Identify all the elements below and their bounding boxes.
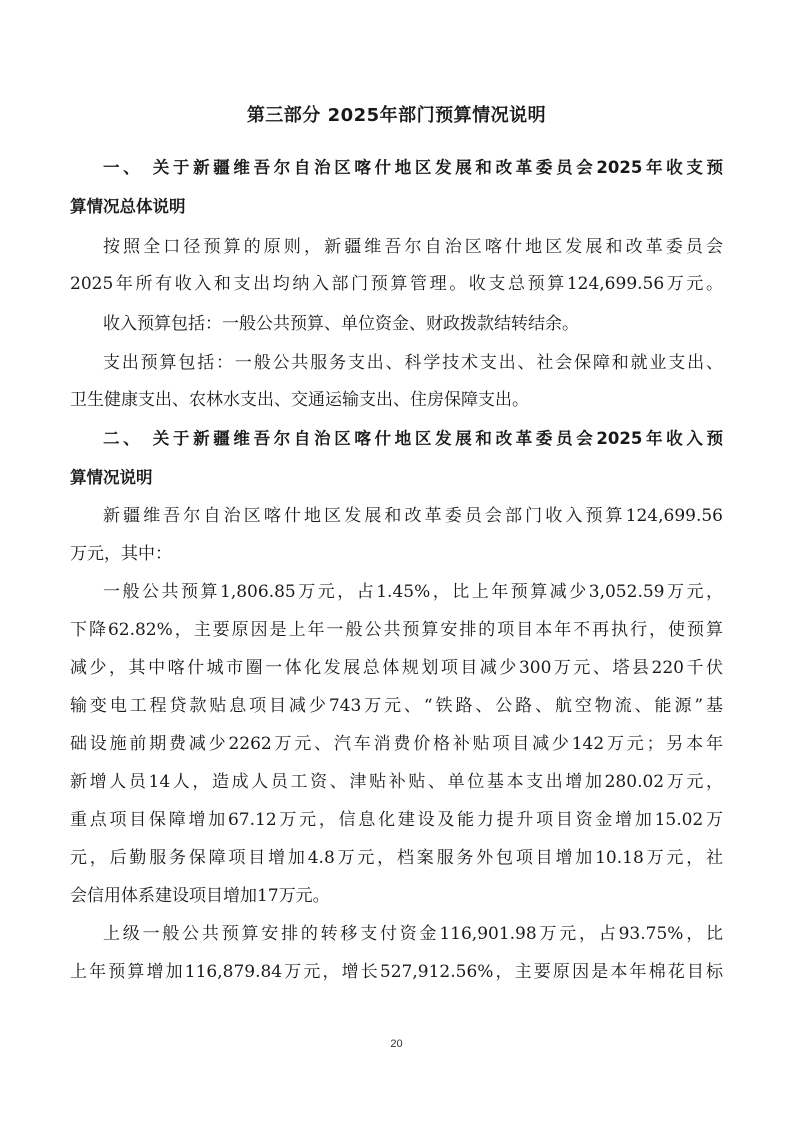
section-heading-1: 一、 关于新疆维吾尔自治区喀什地区发展和改革委员会2025年收支预 [103, 158, 723, 177]
paragraph-line: 卫生健康支出、农林水支出、交通运输支出、住房保障支出。 [70, 390, 529, 410]
section-heading-2-cont: 算情况说明 [70, 468, 153, 487]
page-number: 20 [390, 1038, 403, 1050]
paragraph-line: 下降62.82%，主要原因是上年一般公共预算安排的项目本年不再执行，使预算 [70, 620, 723, 640]
paragraph-line: 础设施前期费减少2262万元、汽车消费价格补贴项目减少142万元；另本年 [70, 734, 723, 754]
paragraph-line: 上级一般公共预算安排的转移支付资金116,901.98万元，占93.75%，比 [103, 924, 723, 944]
section-heading-1-cont: 算情况总体说明 [70, 197, 186, 216]
paragraph-line: 上年预算增加116,879.84万元，增长527,912.56%，主要原因是本年棉花目标 [70, 962, 723, 982]
paragraph-line: 支出预算包括：一般公共服务支出、科学技术支出、社会保障和就业支出、 [103, 353, 723, 373]
page-title: 第三部分 2025年部门预算情况说明 [246, 105, 547, 126]
paragraph-line: 收入预算包括：一般公共预算、单位资金、财政拨款结转结余。 [103, 314, 579, 334]
paragraph-line: 新疆维吾尔自治区喀什地区发展和改革委员会部门收入预算124,699.56 [103, 506, 723, 526]
paragraph-line: 一般公共预算1,806.85万元，占1.45%，比上年预算减少3,052.59万元， [103, 582, 723, 602]
paragraph-line: 减少，其中喀什城市圈一体化发展总体规划项目减少300万元、塔县220千伏 [70, 658, 723, 678]
paragraph-line: 重点项目保障增加67.12万元，信息化建设及能力提升项目资金增加15.02万 [70, 810, 723, 830]
paragraph-line: 万元，其中： [70, 544, 172, 564]
paragraph-line: 输变电工程贷款贴息项目减少743万元、“铁路、公路、航空物流、能源”基 [70, 696, 723, 716]
section-heading-2: 二、 关于新疆维吾尔自治区喀什地区发展和改革委员会2025年收入预 [103, 429, 723, 448]
paragraph-line: 元，后勤服务保障项目增加4.8万元，档案服务外包项目增加10.18万元，社 [70, 848, 723, 868]
paragraph-line: 2025年所有收入和支出均纳入部门预算管理。收支总预算124,699.56万元。 [70, 274, 723, 294]
paragraph-line: 新增人员14人，造成人员工资、津贴补贴、单位基本支出增加280.02万元， [70, 772, 723, 792]
paragraph-line: 按照全口径预算的原则，新疆维吾尔自治区喀什地区发展和改革委员会 [103, 237, 723, 257]
paragraph-line: 会信用体系建设项目增加17万元。 [70, 886, 330, 906]
